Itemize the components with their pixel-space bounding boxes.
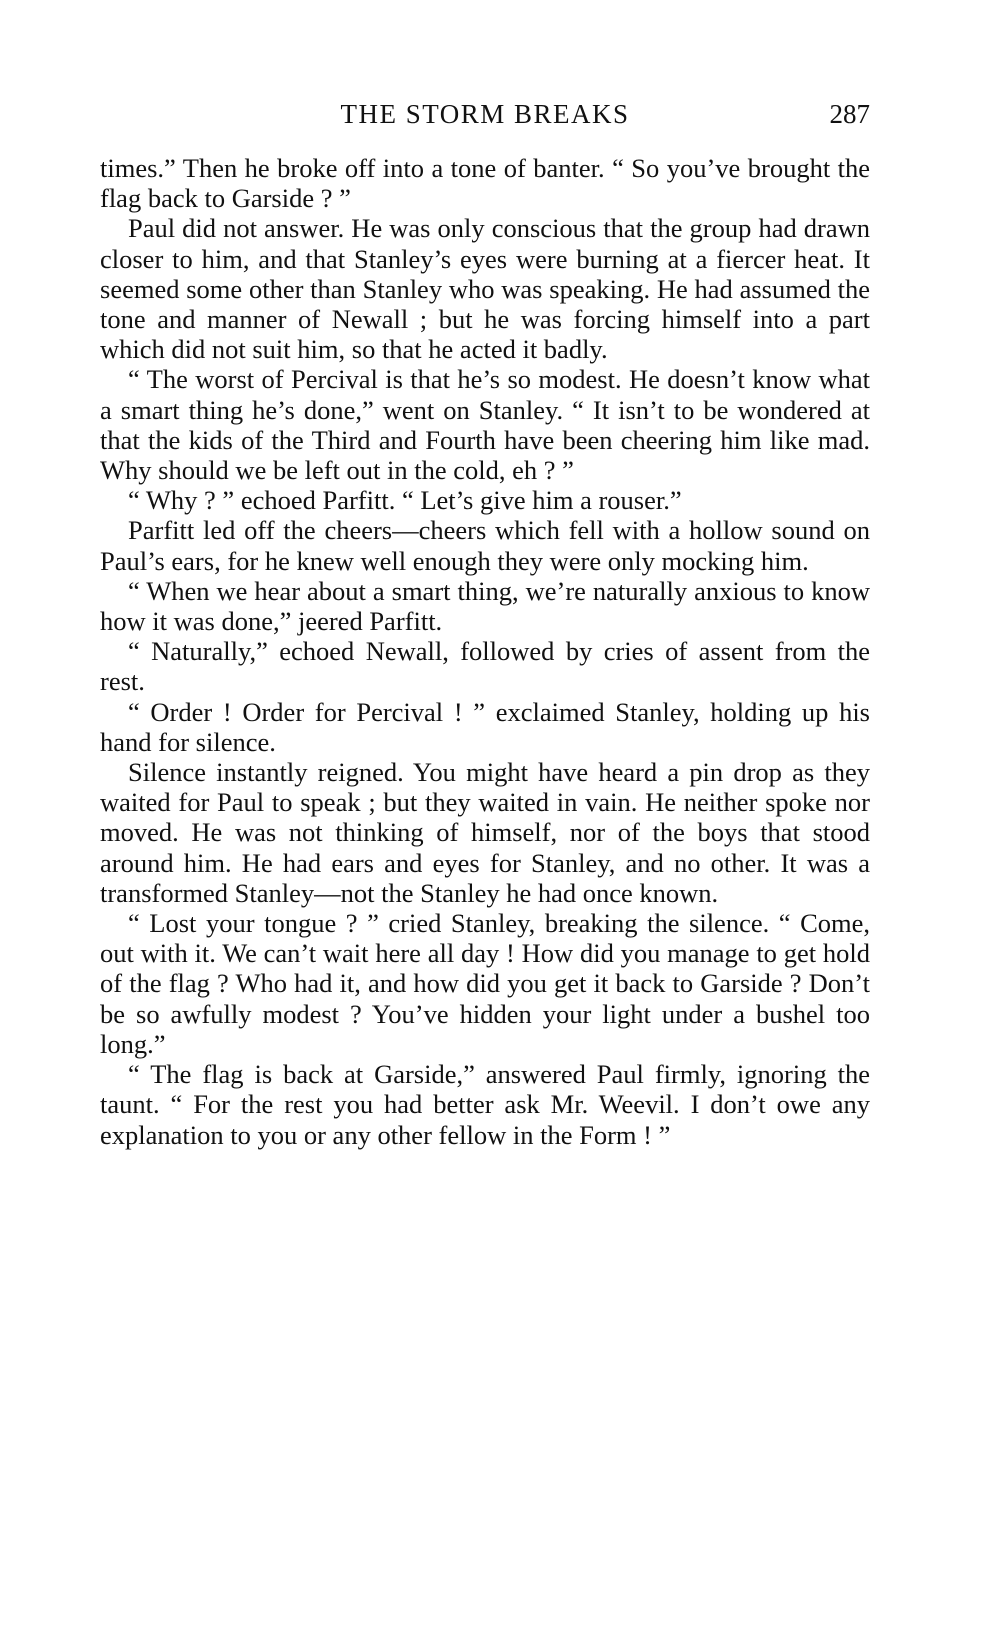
paragraph: Silence instantly reigned. You might have heard a pin drop as they waited for Paul to speak ; but they waited in vain. He neither spoke nor moved. He was not thinking of himself, nor of the boys that stood around him. He had ears and eyes for Stanley, and no other. It was a transformed Stanley—not the Stanley he had once known. — [100, 757, 870, 908]
running-head — [100, 96, 870, 136]
running-title: THE STORM BREAKS — [340, 99, 630, 129]
paragraph: Parfitt led off the cheers—cheers which fell with a hollow sound on Paul’s ears, for he knew well enough they were only mocking him. — [100, 515, 870, 576]
paragraph: “ Order ! Order for Percival ! ” exclaimed Stanley, holding up his hand for silence. — [100, 696, 870, 757]
paragraph: times.” Then he broke off into a tone of banter. “ So you’ve brought the flag back to Garside ? ” — [100, 153, 870, 214]
paragraph: Paul did not answer. He was only conscious that the group had drawn closer to him, and that Stanley’s eyes were burning at a fiercer heat. It seemed some other than Stanley who was speaking. He had assumed the tone and manner of Newall ; but he was forcing himself into a part which did not suit him, so that he acted it badly. — [100, 213, 870, 365]
page-number: 287 — [829, 99, 870, 129]
paragraph: “ When we hear about a smart thing, we’re naturally anxious to know how it was done,” jeered Parfitt. — [100, 575, 870, 637]
paragraph: “ Naturally,” echoed Newall, followed by cries of assent from the rest. — [100, 636, 870, 697]
body-text — [100, 153, 870, 1150]
paragraph: “ Why ? ” echoed Parfitt. “ Let’s give him a rouser.” — [128, 485, 682, 516]
paragraph: “ The flag is back at Garside,” answered Paul firmly, ignoring the taunt. “ For the rest you had better ask Mr. Weevil. I don’t owe any explanation to you or any other fellow in the Form ! ” — [100, 1059, 870, 1150]
paragraph: “ Lost your tongue ? ” cried Stanley, breaking the silence. “ Come, out with it. We can’t wait here all day ! How did you manage to get hold of the flag ? Who had it, and how did you get it back to Garside ? Don’t be so awfully modest ? You’ve hidden your light under a bushel too long.” — [100, 908, 870, 1059]
paragraph: “ The worst of Percival is that he’s so modest. He doesn’t know what a smart thing he’s done,” went on Stanley. “ It isn’t to be wondered at that the kids of the Third and Fourth have been cheering him like mad. Why should we be left out in the cold, eh ? ” — [100, 364, 870, 486]
